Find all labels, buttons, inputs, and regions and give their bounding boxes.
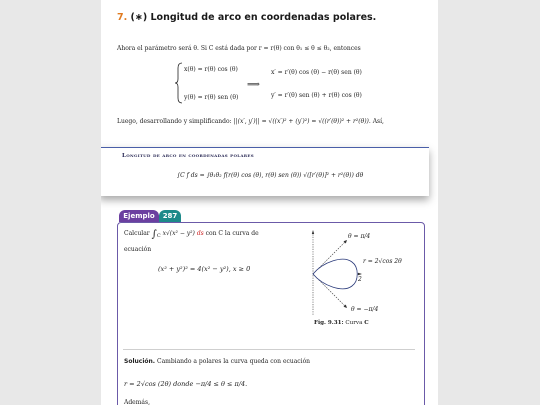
solution-divider — [123, 349, 415, 350]
section-number: 7. — [117, 12, 128, 23]
implies-arrow: ⟹ — [247, 80, 260, 90]
equation-y: y(θ) = r(θ) sen (θ) — [184, 94, 239, 101]
ecuacion-word: ecuación — [124, 246, 152, 253]
solution-formula: r = 2√cos (2θ) donde −π/4 ≤ θ ≤ π/4. — [124, 380, 248, 388]
theorem-formula: ∫C f ds = ∫θ₁θ₂ f(r(θ) cos (θ), r(θ) sen (θ)) √([r′(θ)]² + r²(θ)) dθ — [177, 172, 364, 179]
intro-line: Ahora el parámetro será θ. Si C está dada por r = r(θ) con θ₁ ≤ θ ≤ θ₂, entonces — [117, 45, 361, 52]
derivative-y: y′ = r′(θ) sen (θ) + r(θ) cos (θ) — [271, 92, 362, 99]
theorem-title: Longitud de arco en coordenadas polares — [122, 153, 254, 159]
ds-term: ds — [196, 230, 204, 237]
section-title: (∗) Longitud de arco en coordenadas polares. — [130, 12, 377, 23]
equation-x: x(θ) = r(θ) cos (θ) — [184, 66, 238, 73]
solution-line — [124, 358, 310, 366]
luego-prefix: Luego, desarrollando y simplificando: — [117, 118, 232, 125]
document-page — [101, 0, 438, 405]
figure-caption-prefix: Fig. 9.31: — [314, 320, 344, 326]
luego-formula: ||(x′, y′)|| = √((x′)² + (y′)²) = √((r′(θ))² + r²(θ)). — [233, 118, 371, 125]
integrand: x√(x² − y²) — [162, 230, 195, 237]
statement-tail: con C la curva de — [205, 230, 259, 237]
label-theta-top: θ = π/4 — [348, 233, 371, 240]
figure-caption — [314, 320, 369, 326]
example-label-tab: Ejemplo — [119, 210, 159, 222]
solution-label: Solución. — [124, 358, 156, 365]
label-two: 2 — [358, 276, 362, 283]
left-brace — [175, 62, 183, 104]
calcular-word: Calcular — [124, 230, 150, 237]
section-heading — [117, 12, 376, 23]
luego-line — [117, 118, 384, 126]
derivative-x: x′ = r′(θ) cos (θ) − r(θ) sen (θ) — [271, 69, 362, 76]
integral-sign-icon: ∫ — [151, 229, 157, 240]
ademas-word: Además, — [124, 399, 150, 405]
theorem-box — [101, 147, 429, 196]
figure-caption-c: C — [364, 320, 369, 326]
example-number-tab: 287 — [159, 210, 181, 222]
example-statement — [124, 230, 259, 240]
curve-equation: (x² + y²)² = 4(x² − y²), x ≥ 0 — [158, 265, 251, 273]
label-theta-bottom: θ = −π/4 — [351, 306, 379, 313]
luego-suffix: Así, — [372, 118, 384, 125]
solution-text: Cambiando a polares la curva queda con ecuación — [156, 358, 311, 365]
integral-subscript: C — [156, 233, 161, 240]
figure-caption-text: Curva — [345, 320, 363, 326]
label-curve: r = 2√cos 2θ — [363, 258, 402, 265]
